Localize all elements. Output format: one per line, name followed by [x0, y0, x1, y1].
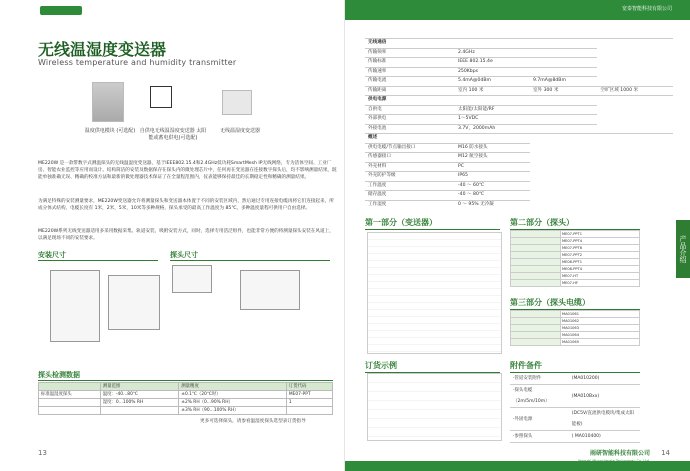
probe-size-heading: 探头尺寸 — [170, 250, 330, 261]
attachment-row: ·管道安装附件 (MA010200) — [510, 373, 640, 385]
caption-2: 自供电无线温湿度变送器 太阳能或蓄电供电(可选配) — [139, 128, 207, 141]
part2-table — [510, 230, 640, 287]
product-image-self-powered — [150, 86, 172, 108]
probe-code-row: ME08-PPT1 — [511, 259, 640, 266]
spec-group-header: 概述 — [365, 134, 673, 144]
cable-code-row: MA01061 — [511, 311, 640, 318]
caption-1: 温度供电模块 (可选配) — [84, 128, 136, 134]
spec-row: 传输标准 IEEE 802.15.4e — [365, 58, 673, 68]
footer-bar — [345, 461, 690, 471]
spec-row: 传输速率 250Kbps — [365, 67, 673, 77]
attachments-heading: 附件备件 — [510, 360, 640, 373]
spec-row: 传输频率 2.4GHz — [365, 48, 673, 58]
install-drawing-front — [108, 275, 160, 330]
probe-code-row: ME07-PPT2 — [511, 252, 640, 259]
spec-row: 储存温度 -40 ～ 80℃ — [365, 191, 673, 201]
spec-row: 传感器接口 M12 航空接头 — [365, 153, 673, 163]
product-image-power-module — [92, 82, 124, 122]
page-title: 无线温湿度变送器 — [38, 40, 167, 59]
brand-logo — [40, 6, 82, 15]
spec-row: 外部供电 1～5VDC — [365, 115, 673, 125]
spec-row: 工作温度 -40 ～ 60℃ — [365, 181, 673, 191]
probe-code-row: ME07-HT — [511, 273, 640, 280]
cable-code-row: MA01062 — [511, 318, 640, 325]
spec-row: 传输距离 室内 100 米 室外 300 米 空旷区域 1000 米 — [365, 86, 673, 96]
spec-row: 外壳防护等级 IP65 — [365, 172, 673, 182]
part1-heading: 第一部分（变送器） — [365, 217, 500, 230]
footer-company: 雨研智能科技有限公司 — [589, 450, 650, 457]
page-subtitle: Wireless temperature and humidity transmitter — [38, 58, 237, 67]
attachment-row: ·探头电缆（2m/5m/10m） (MA010Bxx) — [510, 385, 640, 408]
cable-code-row: MA01063 — [511, 325, 640, 332]
probe-code-row: ME07-PPT4 — [511, 238, 640, 245]
order-example-heading: 订货示例 — [365, 360, 500, 373]
paragraph-2: 为满足特殊的安装测量要求，ME220W变送器允许将测量探头和变送器本体置于不同的安装区域内，然后通过专用连接电缆再将它们连接起来，所成分体式结构，电缆长度有 1米，2米，5米，10米等多种规格，探头承受的最高工作温度为 85℃，多种温度量程可供用户自由选择。 — [38, 199, 334, 212]
part2-heading: 第二部分（探头） — [510, 217, 640, 230]
spec-row: 工作湿度 0 ～ 95% 无冷凝 — [365, 200, 673, 209]
probe-code-row: ME08-PPT4 — [511, 266, 640, 273]
table-row: 湿度：0...100% RH ±2% RH（0...90% RH） 1 — [39, 399, 333, 407]
table-row: ±3% RH（90...100% RH） — [39, 407, 333, 415]
table-header-row: 测量范围 测量精度 订货代码 — [39, 383, 333, 391]
caption-3: 无线温湿度变送器 — [219, 128, 260, 134]
probe-data-heading: 探头检测数据 — [38, 370, 333, 381]
spec-row: 自供电 太阳能/太阳能/RF — [365, 105, 673, 115]
spec-group-header: 供电电源 — [365, 96, 673, 106]
probe-drawing-top — [172, 265, 212, 293]
probe-code-row: ME07-PPT1 — [511, 231, 640, 238]
paragraph-1: ME220W 是一款带数字式测温探头的无线温湿度变送器，基于IEEE802.15.4和2.4GHz低功耗SmartMesh IP无线网络，专为活体空间、工业厂房、智能农业监控等应用而设计。结构简洁的安装及数据保存在探头内的微处理芯片中，任何再在变送器在连接数字探头后，均不影响测量结果，既能单独准确无误、精确的校准方法和最新的微处理器技术保证了在全量程范围内，仪表能够保持最佳的长期稳定性和精确的测量结果。 — [38, 161, 337, 181]
probe-drawing-right — [240, 270, 300, 310]
probe-code-row: ME07-HF — [511, 280, 640, 287]
header-company: 宽泰智能科技有限公司 — [621, 6, 672, 12]
page-number-left: 13 — [38, 449, 47, 457]
spec-table — [365, 38, 673, 209]
attachments-table — [510, 373, 640, 443]
order-example-table — [367, 373, 502, 441]
install-size-heading: 安装尺寸 — [38, 250, 158, 261]
part3-table — [510, 310, 640, 346]
table-row: 标准温湿度探头 温度：-40...80℃ ±0.1℃（20℃时） ME07-PPT — [39, 391, 333, 399]
attachment-row: ·外固电源 (DC5V/直流供电模块/集成太阳能板) — [510, 408, 640, 431]
part3-heading: 第三部分（探头电缆） — [510, 297, 640, 310]
product-image-transmitter — [222, 90, 252, 115]
spec-row: 外接电池 3.7V，2000mAh — [365, 124, 673, 134]
cable-code-row: MA01064 — [511, 332, 640, 339]
attachment-row: ·参照探头 ( MA010400) — [510, 431, 640, 443]
paragraph-3: ME220W系列无线变送器适用多采用数据采集、轨道安装、吸附安装方式，同时，选择专用活泛组件，也能非常方便的将测量探头安装在风道上，以满足现场不同的安装要求。 — [38, 229, 334, 242]
spec-row: 外壳材料 PC — [365, 162, 673, 172]
part1-table — [367, 232, 502, 354]
right-page — [345, 0, 690, 471]
cable-code-row: MA01065 — [511, 339, 640, 346]
probe-code-row: ME07-PPT6 — [511, 245, 640, 252]
spec-row: 传输电流 5.4mA@0dBm 9.7mA@8dBm — [365, 77, 673, 87]
spec-group-header: 无线通信 — [365, 39, 673, 49]
side-tab-product-intro[interactable]: 产品介绍 — [676, 220, 690, 278]
install-drawing-side — [50, 270, 100, 342]
probe-data-table — [38, 382, 333, 415]
page-number-right: 14 — [661, 449, 670, 457]
spec-row: 供电电缆/节点输出接口 M16 防水接头 — [365, 143, 673, 153]
order-note: 更多可选择探头，请参看温湿度探头选型表订货指导 — [200, 419, 306, 424]
